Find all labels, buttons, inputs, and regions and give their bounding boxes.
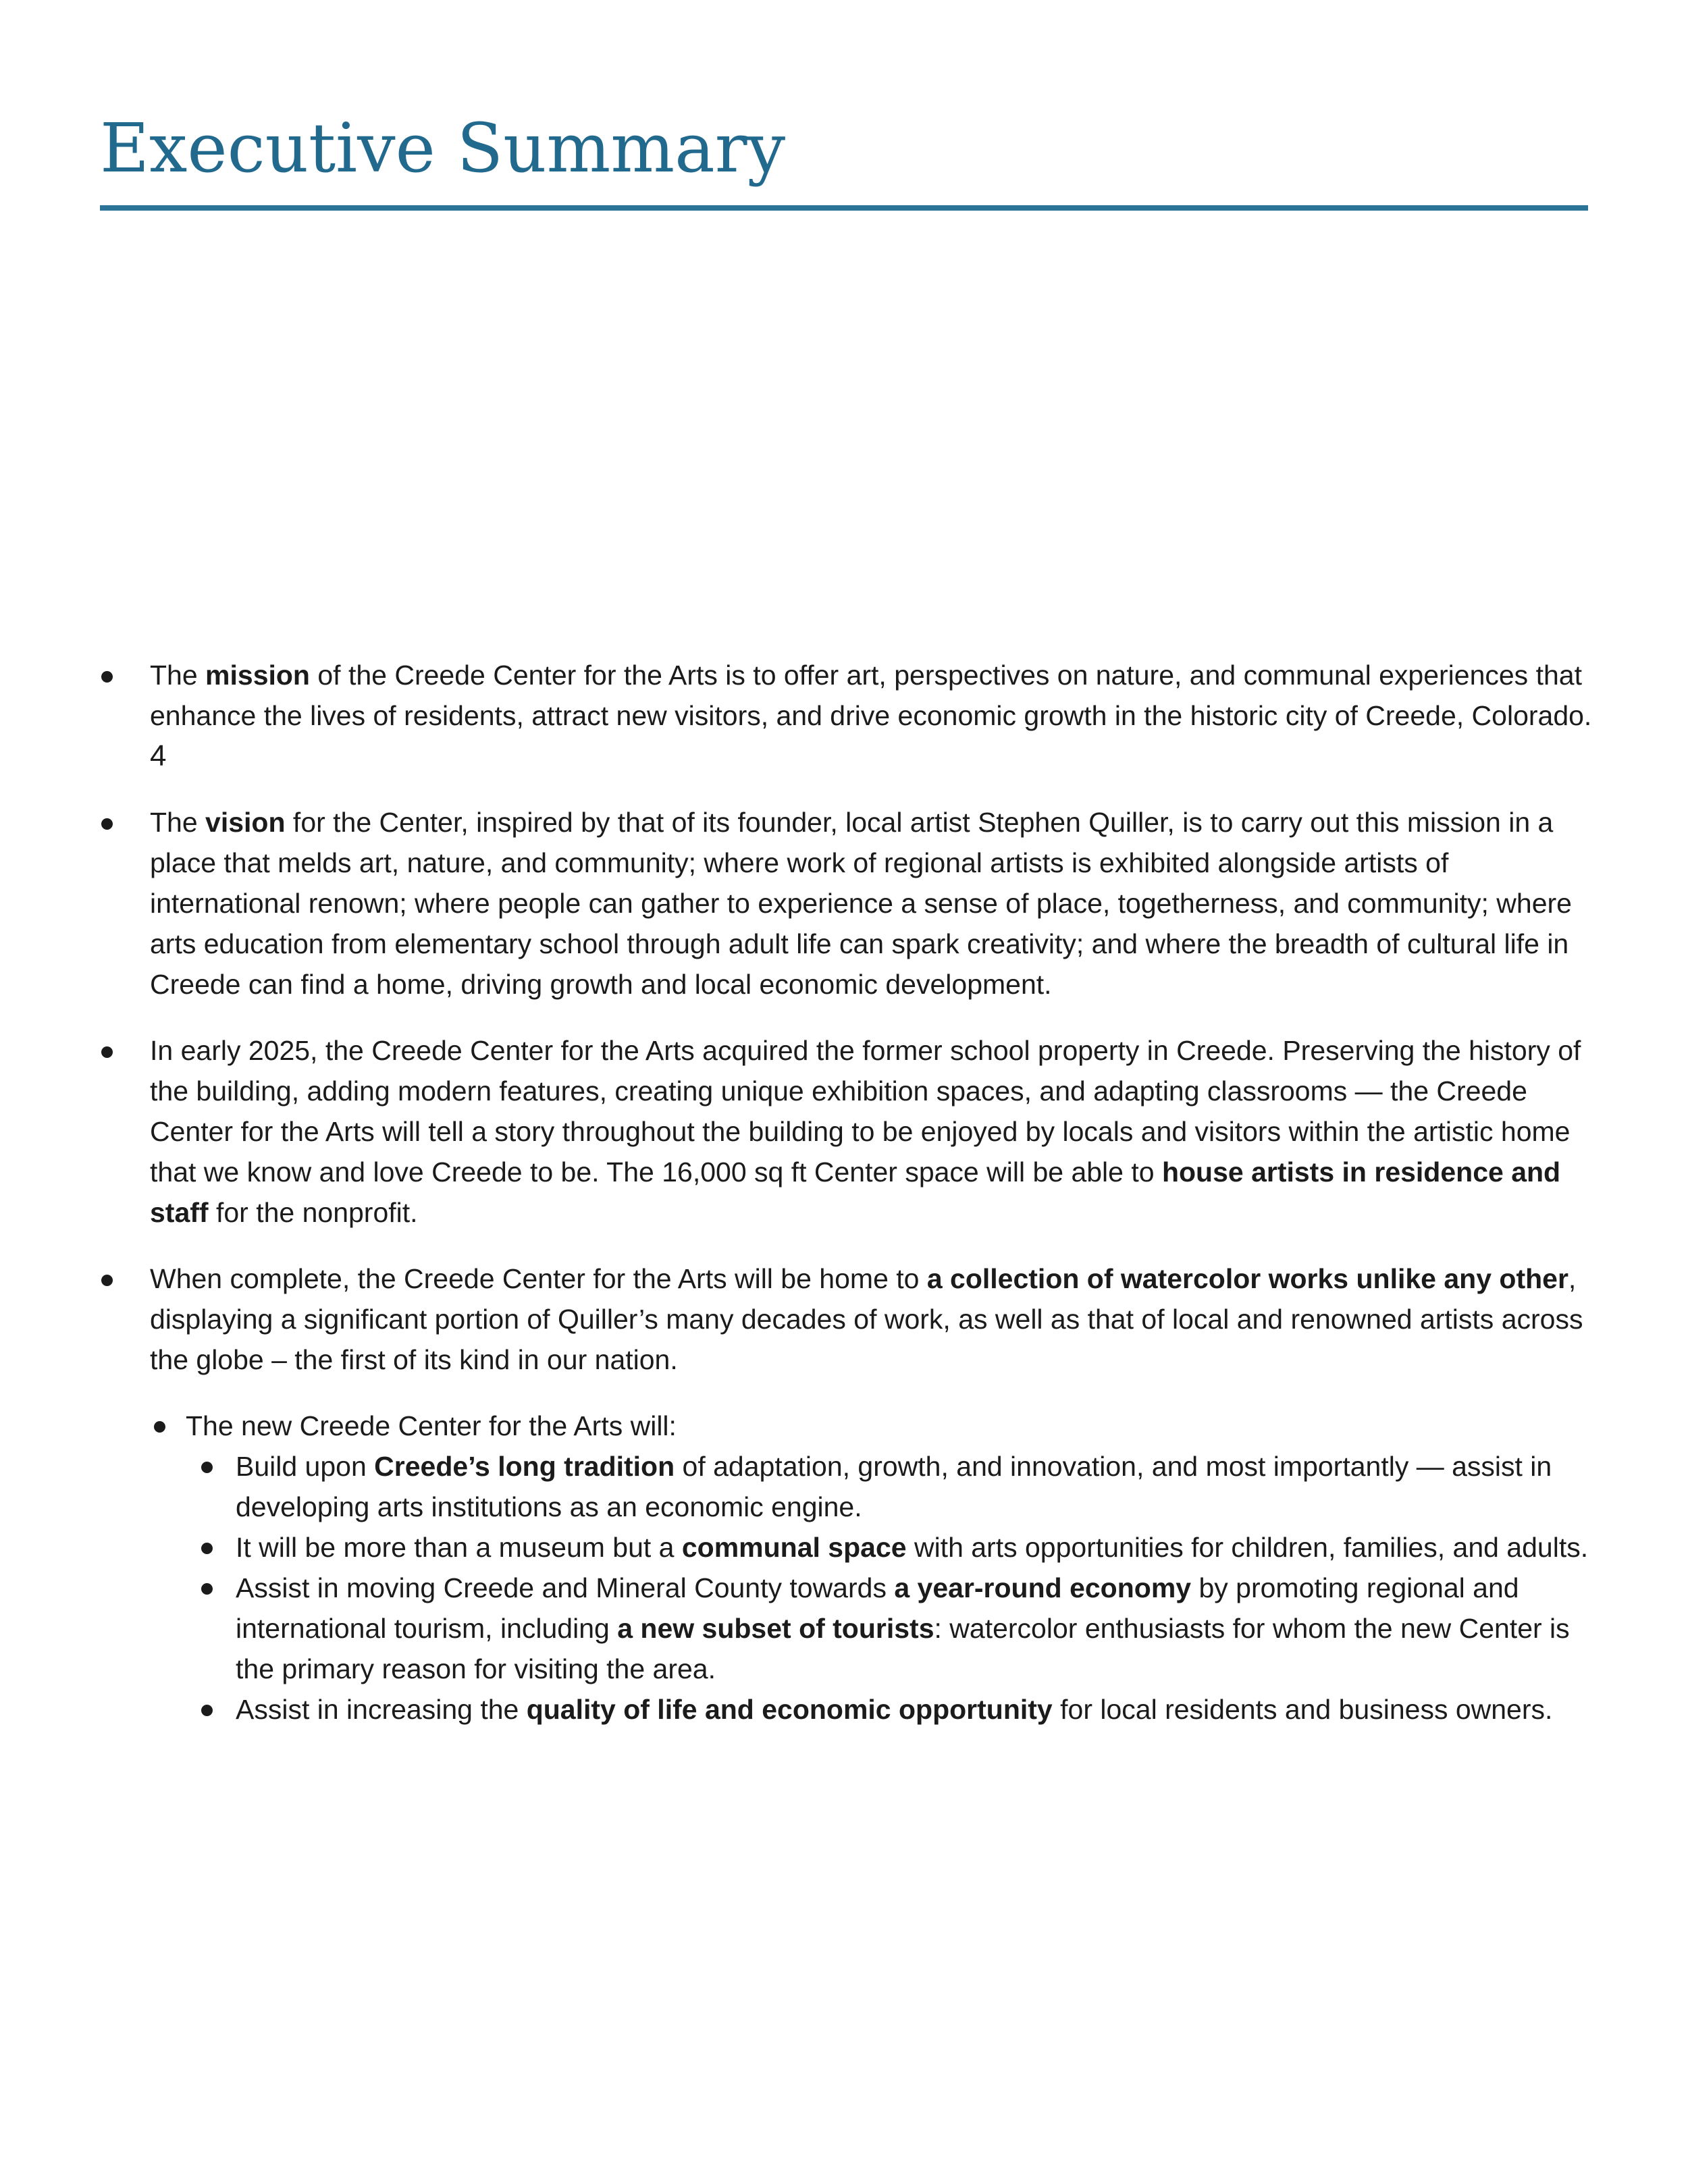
- sub-item-text: of adaptation, growth, and innovation, and most importantly — assist in developing arts institutions as an economic engine.: [236, 1451, 1552, 1522]
- bullet-bold-text: a collection of watercolor works unlike any other: [926, 1263, 1568, 1294]
- sub-item-text: Assist in increasing the: [236, 1694, 527, 1725]
- bullet-text: The: [150, 660, 206, 691]
- sub-item-text: for local residents and business owners.: [1052, 1694, 1553, 1725]
- sub-item-quality-of-life: [100, 1689, 1606, 1730]
- sub-item-text: Assist in moving Creede and Mineral County towards: [236, 1572, 895, 1603]
- sub-list-heading: [100, 1406, 1606, 1446]
- bullet-text: , displaying a significant portion of Quiller’s many decades of work, as well as that of local and renowned artists across the globe – the first of its kind in our nation.: [150, 1263, 1583, 1375]
- bullet-dot-icon: [201, 1583, 213, 1595]
- bullet-text: for the Center, inspired by that of its founder, local artist Stephen Quiller, is to carry out this mission in a place that melds art, nature, and community; where work of regional artists is exhibited alongside artists of international renown; where people can gather to experience a sense of place, togetherness, and community; where arts education from elementary school through adult life can spark creativity; and where the breadth of cultural life in Creede can find a home, driving growth and local economic development.: [150, 807, 1572, 1000]
- sub-item-text: with arts opportunities for children, families, and adults.: [906, 1532, 1589, 1563]
- bullet-dot-icon: [101, 1046, 113, 1058]
- bullet-bold-text: house artists in residence and staff: [150, 1156, 1561, 1228]
- sub-item-bold-text: quality of life and economic opportunity: [526, 1694, 1053, 1725]
- bullet-dot-icon: [154, 1421, 165, 1433]
- bullet-bold-text: mission: [205, 660, 310, 691]
- bullet-text: In early 2025, the Creede Center for the Arts acquired the former school property in Creede. Preserving the history of the building, adding modern features, creating unique exhibition spaces, and adapting classrooms — the Creede Center for the Arts will tell a story throughout the building to be enjoyed by locals and visitors within the artistic home that we know and love Creede to be. The 16,000 sq ft Center space will be able to: [150, 1035, 1581, 1188]
- summary-content: [100, 655, 1606, 1730]
- bullet-bold-text: vision: [205, 807, 286, 838]
- bullet-text: When complete, the Creede Center for the Arts will be home to: [150, 1263, 927, 1294]
- sub-item-bold-text: a year-round economy: [894, 1572, 1192, 1603]
- bullet-text: for the nonprofit.: [208, 1197, 418, 1228]
- title-divider: [100, 205, 1588, 211]
- sub-item-bold-text: communal space: [681, 1532, 907, 1563]
- bullet-text: The: [150, 807, 206, 838]
- vision-bullet: [100, 802, 1606, 1005]
- property-bullet: [100, 1030, 1606, 1233]
- sub-item-text: Build upon: [236, 1451, 375, 1482]
- sub-item-text: It will be more than a museum but a: [236, 1532, 682, 1563]
- sub-heading-text: The new Creede Center for the Arts will:: [186, 1410, 677, 1441]
- bullet-dot-icon: [201, 1543, 213, 1554]
- page-title: Executive Summary: [100, 109, 786, 188]
- bullet-text: of the Creede Center for the Arts is to offer art, perspectives on nature, and communal experiences that enhance the lives of residents, attract new visitors, and drive economic growth in the historic city of Creede, Colorado.: [150, 660, 1592, 731]
- bullet-dot-icon: [101, 818, 113, 830]
- bullet-dot-icon: [201, 1462, 213, 1473]
- sub-item-economy: [100, 1568, 1606, 1689]
- reference-number: 4: [150, 739, 167, 772]
- bullet-dot-icon: [101, 1275, 113, 1286]
- sub-item-bold-text: a new subset of tourists: [617, 1613, 934, 1644]
- sub-item-tradition: [100, 1446, 1606, 1527]
- sub-item-bold-text: Creede’s long tradition: [374, 1451, 675, 1482]
- sub-item-text: : watercolor enthusiasts for whom the new Center is the primary reason for visiting the area.: [236, 1613, 1570, 1684]
- collection-bullet: [100, 1258, 1606, 1380]
- sub-item-text: by promoting regional and international tourism, including: [236, 1572, 1519, 1644]
- sub-item-communal-space: [100, 1527, 1606, 1568]
- mission-bullet: [100, 655, 1606, 776]
- bullet-dot-icon: [201, 1705, 213, 1716]
- bullet-dot-icon: [101, 671, 113, 683]
